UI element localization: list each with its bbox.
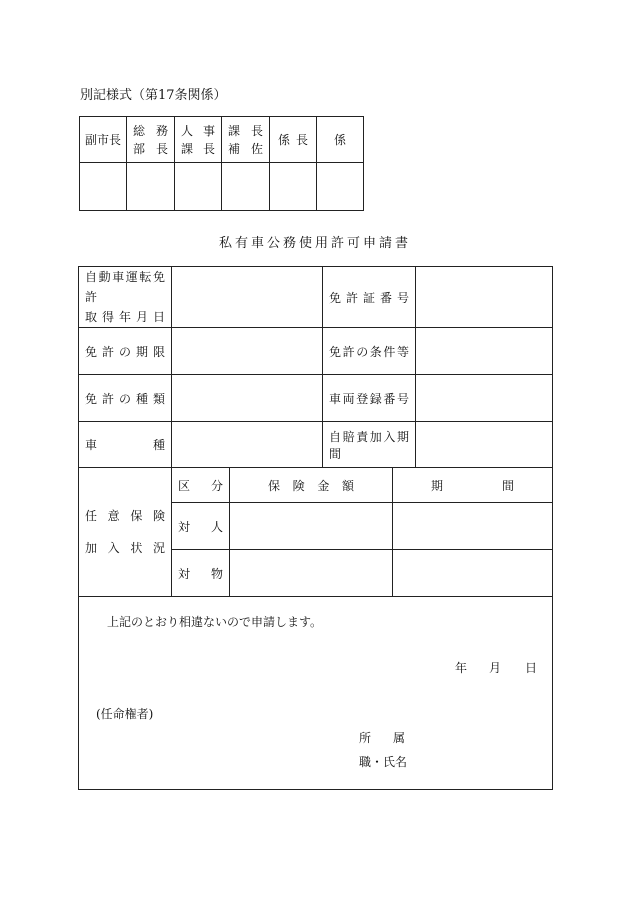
label-vehicle-kind: 車種 <box>79 422 172 468</box>
field-bodily-injury-amount[interactable] <box>230 503 393 550</box>
label-license-type: 免許の種類 <box>79 375 172 422</box>
field-property-damage-amount[interactable] <box>230 550 393 597</box>
label-license-conditions: 免許の条件等 <box>323 328 416 375</box>
approval-header-staff: 係 <box>317 117 364 163</box>
affiliation-label: 所属 <box>359 731 405 745</box>
approval-header-vice-mayor: 副市長 <box>80 117 127 163</box>
label-license-acquired-date: 自動車運転免許 取得年月日 <box>79 267 172 328</box>
document-title: 私有車公務使用許可申請書 <box>218 236 411 251</box>
field-license-conditions[interactable] <box>416 328 553 375</box>
stamp-box-assistant-chief[interactable] <box>222 163 270 211</box>
approval-header-section-head: 係長 <box>270 117 317 163</box>
date-month-label: 月 <box>489 661 502 675</box>
approval-header-hr-chief: 人事 課長 <box>175 117 222 163</box>
field-license-expiry[interactable] <box>172 328 323 375</box>
stamp-box-vice-mayor[interactable] <box>80 163 127 211</box>
stamp-box-staff[interactable] <box>317 163 364 211</box>
approval-header-general-affairs: 総務 部長 <box>127 117 175 163</box>
date-year-label: 年 <box>455 661 468 675</box>
stamp-box-section-head[interactable] <box>270 163 317 211</box>
label-voluntary-insurance: 任意保険 加入状況 <box>79 468 172 597</box>
label-license-number: 免許証番号 <box>323 267 416 328</box>
field-compulsory-insurance-period[interactable] <box>416 422 553 468</box>
field-vehicle-registration[interactable] <box>416 375 553 422</box>
header-period: 期間 <box>393 468 553 503</box>
field-license-acquired-date[interactable] <box>172 267 323 328</box>
field-license-type[interactable] <box>172 375 323 422</box>
application-table <box>78 266 553 790</box>
label-vehicle-registration: 車両登録番号 <box>323 375 416 422</box>
field-bodily-injury-period[interactable] <box>393 503 553 550</box>
declaration-text: 上記のとおり相違ないので申請します。 <box>107 615 323 629</box>
field-license-number[interactable] <box>416 267 553 328</box>
header-insurance-amount: 保険金額 <box>230 468 393 503</box>
approval-header-assistant-chief: 課長 補佐 <box>222 117 270 163</box>
stamp-box-general-affairs[interactable] <box>127 163 175 211</box>
form-reference: 別記様式（第17条関係） <box>80 88 227 103</box>
label-license-expiry: 免許の期限 <box>79 328 172 375</box>
label-compulsory-insurance-period: 自賠責加入期間 <box>323 422 416 468</box>
appointer-label: (任命権者) <box>96 707 154 721</box>
header-category: 区分 <box>172 468 230 503</box>
date-day-label: 日 <box>525 661 538 675</box>
stamp-box-hr-chief[interactable] <box>175 163 222 211</box>
label-bodily-injury: 対人 <box>172 503 230 550</box>
label-property-damage: 対物 <box>172 550 230 597</box>
field-property-damage-period[interactable] <box>393 550 553 597</box>
declaration-section <box>79 597 553 790</box>
field-vehicle-kind[interactable] <box>172 422 323 468</box>
approval-table <box>79 116 364 211</box>
name-label: 職・氏名 <box>359 755 408 769</box>
